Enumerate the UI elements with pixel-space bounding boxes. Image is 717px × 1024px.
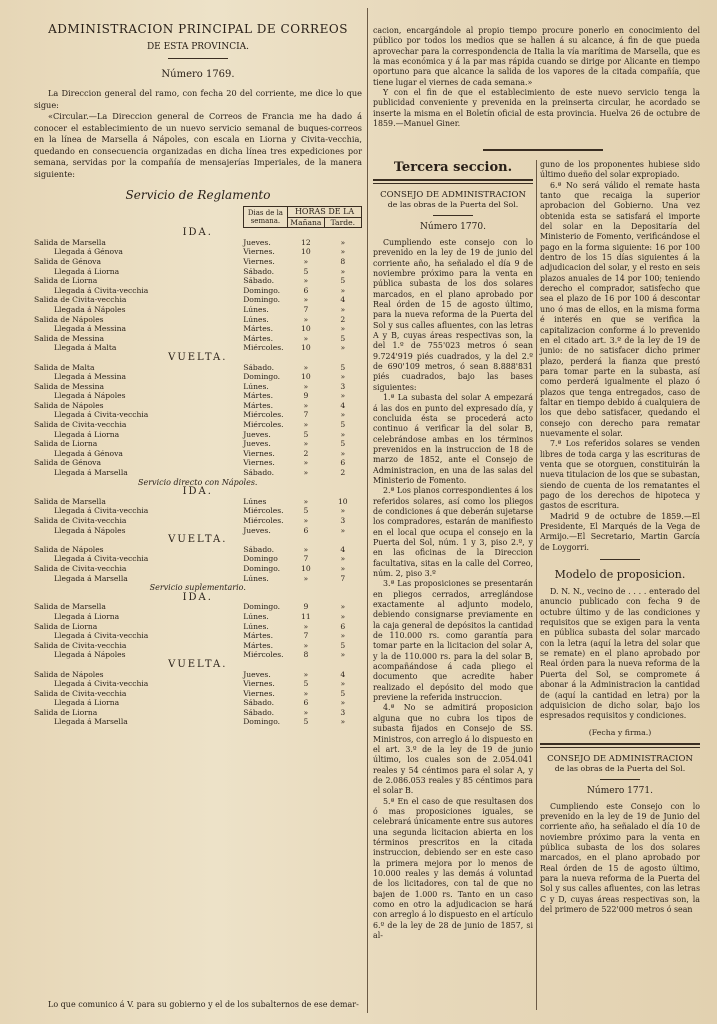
table-row <box>34 430 362 440</box>
notice-number: Número 1769. <box>161 69 235 80</box>
schedule-day: Lúnes. <box>243 304 269 314</box>
schedule-day: Domingo. <box>243 372 281 382</box>
schedule-afternoon-hour: » <box>340 602 346 612</box>
schedule-afternoon-hour: 2 <box>340 314 346 324</box>
schedule-afternoon-hour: » <box>340 506 346 516</box>
table-row <box>34 564 362 574</box>
middle-column <box>373 160 533 941</box>
schedule-day: Viernes. <box>243 256 275 266</box>
modelo-paragraph: D. N. N., vecino de . . . . enterado del anuncio publicado con fecha 9 de octubre último y de las condiciones y requisitos que se exigen para la venta en pública subasta del solar marcado con la letra (aquí la letra del solar que se remate) en el plano aprobado por Real órden para la nueva reforma de la Puerta del Sol, se compromete á abonar á la Administracion la cantidad de (aquí la cantidad en letra) por la adquisicion de dicho solar, bajo los espresados requisitos y condiciones. <box>540 587 700 721</box>
schedule-morning-hour: 5 <box>303 506 309 516</box>
table-row <box>34 334 362 344</box>
schedule-port: Salida de Génova <box>34 256 101 266</box>
schedule-morning-hour: » <box>303 669 309 679</box>
schedule-day: Miércoles. <box>243 420 284 430</box>
schedule-morning-hour: » <box>303 295 309 305</box>
intro-paragraph: La Direccion general del ramo, con fecha 20 del corriente, me dice lo que sigue: <box>34 88 362 110</box>
schedule-port: Salida de Liorna <box>34 276 98 286</box>
schedule-morning-hour: 11 <box>301 611 311 621</box>
schedule-day: Jueves. <box>243 669 271 679</box>
schedule-morning-hour: » <box>303 468 309 478</box>
closing-line: Lo que comunico á V. para su gobierno y el de los subalternos de ese demar- <box>48 1000 359 1009</box>
schedule-port: Llegada á Civita-vecchia <box>54 554 149 564</box>
schedule-morning-hour: » <box>303 573 309 583</box>
table-row <box>34 382 362 392</box>
schedule-day: Domingo. <box>243 563 281 573</box>
schedule-port: Llegada á Civita-vecchia <box>54 285 149 295</box>
table-row <box>34 247 362 257</box>
header-subtitle: DE ESTA PROVINCIA. <box>146 42 250 52</box>
schedule-morning-hour: 7 <box>303 631 309 641</box>
schedule-morning-hour: » <box>303 256 309 266</box>
schedule-morning-hour: » <box>303 516 309 525</box>
schedule-afternoon-hour: » <box>340 391 346 401</box>
schedule-morning-hour: » <box>303 496 309 506</box>
table-row <box>34 315 362 325</box>
schedule-day: Mártes. <box>243 631 273 641</box>
schedule-morning-hour: » <box>303 621 309 631</box>
schedule-afternoon-hour: 6 <box>340 621 346 631</box>
table-row <box>34 449 362 459</box>
schedule-day: Domingo. <box>243 602 281 612</box>
schedule-col-morning: Mañana <box>288 217 324 228</box>
double-rule <box>540 743 700 748</box>
schedule-afternoon-hour: » <box>340 266 346 276</box>
body-paragraph: 7.ª Los referidos solares se venden libres de toda carga y las escrituras de venta que se otorguen, constituirán la nueva titulacion de los que se subastan, siendo de cuenta de los rematantes el pago de los derechos de hipoteca y gastos de escritura. <box>540 439 700 511</box>
header-title: ADMINISTRACION PRINCIPAL DE CORREOS <box>48 22 348 36</box>
schedule-port: Salida de Liorna <box>34 439 98 449</box>
schedule-day: Lúnes <box>243 496 267 506</box>
schedule-morning-hour: » <box>303 420 309 430</box>
table-row <box>34 545 362 555</box>
schedule-port: Llegada á Liorna <box>54 429 120 439</box>
schedule-morning-hour: 5 <box>303 717 309 727</box>
top-right-block <box>373 26 700 153</box>
schedule-afternoon-hour: 7 <box>340 573 346 583</box>
schedule-morning-hour: 9 <box>303 391 309 401</box>
table-row <box>34 257 362 267</box>
schedule-afternoon-hour: 5 <box>340 362 346 372</box>
schedule-port: Llegada á Messina <box>54 372 127 382</box>
schedule-port: Llegada á Marsella <box>54 717 128 727</box>
table-row <box>34 698 362 708</box>
schedule-port: Salida de Marsella <box>34 602 106 612</box>
modelo-heading: Modelo de proposicion. <box>554 568 686 582</box>
schedule-afternoon-hour: » <box>340 285 346 295</box>
schedule-port: Llegada á Liorna <box>54 698 120 708</box>
schedule-afternoon-hour: » <box>340 525 346 535</box>
schedule-morning-hour: » <box>303 314 309 324</box>
schedule-subheading-row <box>34 535 362 545</box>
schedule-port: Llegada á Messina <box>54 324 127 334</box>
table-row <box>34 468 362 478</box>
schedule-afternoon-hour: » <box>340 343 346 353</box>
schedule-day: Jueves. <box>243 525 271 535</box>
schedule-day: Jueves. <box>243 429 271 439</box>
schedule-subheading: VUELTA. <box>168 534 228 546</box>
schedule-morning-hour: 6 <box>303 285 309 295</box>
body-paragraph: 2.ª Los planos correspondientes á los referidos solares, así como los pliegos de condiciones á que deberán sujetarse los compradores, estarán de manifiesto en el local que ocupa el consejo en la Puerta del Sol, núm. 1 y 3, piso 2.º, y en las oficinas de la Direccion facultativa, sitas en la calle del Correo, núm. 2, piso 3.º <box>373 486 533 578</box>
schedule-day: Viernes. <box>243 448 275 458</box>
schedule-port: Llegada á Malta <box>54 343 117 353</box>
schedule-afternoon-hour: » <box>340 679 346 689</box>
consejo-subheading: de las obras de la Puerta del Sol. <box>554 763 686 773</box>
schedule-port: Salida de Civita-vecchia <box>34 688 127 698</box>
schedule-port: Salida de Malta <box>34 362 95 372</box>
schedule-day: Miércoles. <box>243 650 284 660</box>
schedule-port: Llegada á Génova <box>54 448 123 458</box>
schedule-day: Domingo <box>243 554 278 564</box>
continuation-paragraph: cacion, encargándole al propio tiempo procure ponerlo en conocimiento del público por todos los medios que se hallen á su alcance, á fin de que pueda aprovechar para la correspondencia de Italia la vía marítima de Marsella, que es la mas económica y á la par mas rápida cuando se dirige por Alicante en tiempo oportuno para que alcance la salida de los vapores de la citada compañía, que tiene lugar el viernes de cada semana.» <box>373 26 700 87</box>
schedule-day: Mártes. <box>243 324 273 334</box>
schedule-morning-hour: 7 <box>303 304 309 314</box>
schedule-port: Salida de Liorna <box>34 707 98 717</box>
schedule-afternoon-hour: 4 <box>340 544 346 554</box>
schedule-subheading: IDA. <box>182 227 213 239</box>
schedule-day: Viernes. <box>243 688 275 698</box>
schedule-afternoon-hour: » <box>340 554 346 564</box>
short-rule <box>168 58 228 59</box>
schedule-morning-hour: » <box>303 276 309 286</box>
schedule-morning-hour: 10 <box>301 563 311 573</box>
table-row <box>34 267 362 277</box>
schedule-day: Lúnes. <box>243 314 269 324</box>
schedule-day: Domingo. <box>243 285 281 295</box>
schedule-port: Salida de Civita-vecchia <box>34 640 127 650</box>
schedule-morning-hour: 5 <box>303 266 309 276</box>
schedule-morning-hour: » <box>303 688 309 698</box>
schedule-day: Miércoles. <box>243 516 284 525</box>
table-row <box>34 238 362 248</box>
schedule-afternoon-hour: 4 <box>340 295 346 305</box>
schedule-morning-hour: 8 <box>303 650 309 660</box>
table-row <box>34 391 362 401</box>
schedule-afternoon-hour: 5 <box>340 640 346 650</box>
schedule-afternoon-hour: » <box>340 448 346 458</box>
consejo-heading: CONSEJO DE ADMINISTRACION <box>380 190 526 200</box>
schedule-afternoon-hour: » <box>340 372 346 382</box>
schedule-morning-hour: » <box>303 544 309 554</box>
right-column <box>540 160 700 915</box>
schedule-afternoon-hour: » <box>340 429 346 439</box>
section-heading: Tercera seccion. <box>393 160 513 175</box>
schedule-morning-hour: 7 <box>303 410 309 420</box>
schedule-day: Viernes. <box>243 247 275 257</box>
schedule-port: Salida de Civita-vecchia <box>34 516 127 525</box>
schedule-port: Llegada á Marsella <box>54 573 128 583</box>
schedule-afternoon-hour: 3 <box>340 707 346 717</box>
intro-paragraph: «Circular.—La Direccion general de Correos de Francia me ha dado á conocer el establecimiento de un nuevo servicio semanal de buques-correos en la línea de Marsella á Nápoles, con escala en Liorna y Civita-vecchia, quedando en consecuencia organizadas en dicha línea tres expediciones por semana, servidas por la compañía de mensajerías Imperiales, de la manera siguiente: <box>34 111 362 179</box>
schedule-subheading-row <box>34 487 362 497</box>
schedule-day: Lúnes. <box>243 381 269 391</box>
schedule-port: Salida de Nápoles <box>34 669 104 679</box>
schedule-morning-hour: 2 <box>303 448 309 458</box>
schedule-day: Sábado. <box>243 468 275 478</box>
schedule-port: Llegada á Civita-vecchia <box>54 679 149 689</box>
schedule-day: Jueves. <box>243 439 271 449</box>
schedule-afternoon-hour: 5 <box>340 276 346 286</box>
body-paragraph: 6.ª No será válido el remate hasta tanto que recaiga la superior aprobacion del Gobierno. Una vez obtenida esta se satisfará el importe del solar en la Depositaría del Ministerio de Fomento, verificándose el pago en la forma siguiente: 16 por 100 dentro de los 15 días siguientes á la adjudicacion del solar, y el resto en seis plazos anuales de 14 por 100; teniendo derecho el comprador, satisfecho que sea el plazo de 16 por 100 á descontar uno ó mas de ellos, en la misma forma é interés en que se verifica la capitalizacion conforme á lo prevenido en el citado art. 3.º de la ley de 19 de junio: de no satisfacer dicho primer plazo, perderá la fianza que prestó para tomar parte en la subasta, así como perderá igualmente el plazo ó plazos que tenga entregados, caso de faltar en tiempo debido á cualquiera de los que debo satisfacer, quedando el consejo con derecho para rematar nuevamente el solar. <box>540 180 700 438</box>
table-row <box>34 286 362 296</box>
schedule-port: Llegada á Nápoles <box>54 525 126 535</box>
schedule-afternoon-hour: » <box>340 410 346 420</box>
schedule-day: Mártes. <box>243 400 273 410</box>
table-row <box>34 689 362 699</box>
schedule-subheading: Servicio suplementario. <box>149 583 246 593</box>
schedule-morning-hour: 6 <box>303 525 309 535</box>
body-paragraph: guno de los proponentes hubiese sido último dueño del solar expropiado. <box>540 160 700 180</box>
schedule-day: Domingo. <box>243 717 281 727</box>
schedule-morning-hour: » <box>303 362 309 372</box>
schedule-day: Mártes. <box>243 333 273 343</box>
body-paragraph: 1.ª La subasta del solar A empezará á las dos en punto del expresado día, y concluida ésta se procederá acto continuo á verificar la del solar B, celebrándose ambas en los términos prevenidos en la instruccion de 18 de marzo de 1852, ante el Consejo de Administracion, en una de las salas del Ministerio de Fomento. <box>373 393 533 485</box>
schedule-port: Salida de Nápoles <box>34 314 104 324</box>
schedule-afternoon-hour: » <box>340 304 346 314</box>
schedule-col-afternoon: Tarde. <box>324 217 361 228</box>
schedule-afternoon-hour: » <box>340 650 346 660</box>
schedule-morning-hour: 10 <box>301 247 311 257</box>
schedule-afternoon-hour: » <box>340 237 346 247</box>
table-row <box>34 554 362 564</box>
schedule-subheading-row <box>34 353 362 363</box>
schedule-subheading-row <box>34 228 362 238</box>
schedule-port: Llegada á Nápoles <box>54 650 126 660</box>
schedule-afternoon-hour: » <box>340 717 346 727</box>
schedule-morning-hour: » <box>303 400 309 410</box>
schedule-day: Sábado. <box>243 276 275 286</box>
schedule-afternoon-hour: 3 <box>340 516 346 525</box>
schedule-afternoon-hour: 4 <box>340 669 346 679</box>
schedule-morning-hour: 10 <box>301 343 311 353</box>
consejo-heading: CONSEJO DE ADMINISTRACION <box>547 753 693 764</box>
firma-line: (Fecha y firma.) <box>588 727 652 737</box>
table-row <box>34 363 362 373</box>
schedule-port: Llegada á Marsella <box>54 468 128 478</box>
schedule-day: Domingo. <box>243 295 281 305</box>
table-row <box>34 622 362 632</box>
schedule-morning-hour: » <box>303 333 309 343</box>
continuation-paragraph: Y con el fin de que el establecimiento de este nuevo servicio tenga la publicidad conveniente y prevenida en la preinserta circular, he acordado se inserte la misma en el Boletín oficial de esta provincia. Huelva 26 de octubre de 1859.—Manuel Giner. <box>373 88 700 129</box>
schedule-col-hours: HORAS DE LA <box>288 207 362 218</box>
table-row <box>34 410 362 420</box>
schedule-subheading-row <box>34 660 362 670</box>
schedule-port: Llegada á Génova <box>54 247 123 257</box>
schedule-morning-hour: 5 <box>303 429 309 439</box>
table-row <box>34 420 362 430</box>
schedule-afternoon-hour: » <box>340 324 346 334</box>
schedule-day: Viernes. <box>243 458 275 468</box>
schedule-morning-hour: 9 <box>303 602 309 612</box>
table-row <box>34 708 362 718</box>
schedule-subheading: VUELTA. <box>168 351 228 363</box>
table-row <box>34 324 362 334</box>
schedule-subheading-row <box>34 593 362 603</box>
schedule-port: Salida de Messina <box>34 333 105 343</box>
schedule-day: Sábado. <box>243 698 275 708</box>
schedule-day: Sábado. <box>243 266 275 276</box>
table-row <box>34 641 362 651</box>
schedule-col-days: Dias de la semana. <box>243 207 287 228</box>
table-row <box>34 717 362 727</box>
schedule-day: Mártes. <box>243 391 273 401</box>
schedule-port: Salida de Civita-vecchia <box>34 295 127 305</box>
notice-number: Número 1771. <box>587 785 653 796</box>
schedule-port: Llegada á Nápoles <box>54 304 126 314</box>
divider-rule <box>483 149 603 153</box>
column-rule <box>367 8 368 1013</box>
schedule-afternoon-hour: » <box>340 563 346 573</box>
schedule-afternoon-hour: 10 <box>337 496 348 506</box>
body-paragraph: 5.ª En el caso de que resultasen dos ó mas proposiciones iguales, se celebrará únicamente entre sus autores una segunda licitacion abierta en los términos prescritos en la citada instruccion, debiendo ser en este caso la primera mejora por lo menos de 10.000 reales y las demás á voluntad de los licitadores, con tal de que no bajen de 1.000 rs. Tanto en un caso como en otro la adjudicacion se hará con arreglo á lo dispuesto en el artículo 6.º de la ley de 28 de junio de 1857, si al- <box>373 796 533 941</box>
table-row <box>34 516 362 526</box>
table-row <box>34 295 362 305</box>
schedule-port: Llegada á Liorna <box>54 611 120 621</box>
signature-paragraph: Madrid 9 de octubre de 1859.—El Presidente, El Marqués de la Vega de Armijo.—El Secretario, Martin García de Loygorri. <box>540 511 700 552</box>
table-row <box>34 574 362 584</box>
table-row <box>34 602 362 612</box>
schedule-port: Llegada á Civita-vecchia <box>54 506 149 516</box>
schedule-day: Lúnes. <box>243 573 269 583</box>
table-row <box>34 612 362 622</box>
schedule-afternoon-hour: 5 <box>340 439 346 449</box>
schedule-day: Miércoles. <box>243 506 284 516</box>
body-paragraph: Cumpliendo este Consejo con lo prevenido en la ley de 19 de Junio del corriente año, ha señalado el día 10 de noviembre próximo para la venta en pública subasta de los dos solares marcados, en el plano aprobado por Real órden de 15 de agosto último, para la nueva reforma de la Puerta del Sol y sus calles afluentes, con las letras C y D, cuyas áreas respectivas son, la del primero de 522'000 metros ó sean <box>540 801 700 914</box>
notice-number: Número 1770. <box>420 222 486 232</box>
table-row <box>34 276 362 286</box>
schedule-port: Llegada á Nápoles <box>54 391 126 401</box>
schedule-afternoon-hour: 2 <box>340 468 346 478</box>
schedule-port: Salida de Nápoles <box>34 544 104 554</box>
schedule-col-name <box>34 207 243 228</box>
schedule-afternoon-hour: 5 <box>340 420 346 430</box>
table-row <box>34 439 362 449</box>
table-row <box>34 631 362 641</box>
schedule-afternoon-hour: 6 <box>340 458 346 468</box>
schedule-port: Llegada á Civita-vecchia <box>54 631 149 641</box>
schedule-day: Viernes. <box>243 679 275 689</box>
schedule-afternoon-hour: 8 <box>340 256 346 266</box>
short-rule <box>433 215 473 216</box>
schedule-morning-hour: » <box>303 707 309 717</box>
table-row <box>34 497 362 507</box>
schedule-afternoon-hour: 5 <box>340 688 346 698</box>
section-title: Servicio de Reglamento <box>125 188 271 202</box>
schedule-morning-hour: 7 <box>303 554 309 564</box>
table-row <box>34 305 362 315</box>
schedule-morning-hour: 6 <box>303 698 309 708</box>
schedule-morning-hour: 5 <box>303 679 309 689</box>
short-rule <box>600 559 640 560</box>
schedule-afternoon-hour: 5 <box>340 333 346 343</box>
schedule-morning-hour: 12 <box>301 237 311 247</box>
schedule-day: Lúnes. <box>243 621 269 631</box>
double-rule <box>373 179 533 184</box>
schedule-morning-hour: » <box>303 381 309 391</box>
body-paragraph: 3.ª Las proposiciones se presentarán en pliegos cerrados, arreglándose exactamente al adjunto modelo, debiendo consignarse previamente en la caja general de depósitos la cantidad de 110.000 rs. como garantía para tomar parte en la licitacion del solar A, y la de 110.000 rs. para la del solar B, acompañándose á cada pliego el documento que acredite haber realizado el depósito del modo que previene la referida instruccion. <box>373 579 533 703</box>
schedule-port: Salida de Civita-vecchia <box>34 420 127 430</box>
schedule-afternoon-hour: 4 <box>340 400 346 410</box>
schedule-afternoon-hour: » <box>340 698 346 708</box>
schedule-day: Jueves. <box>243 237 271 247</box>
column-rule <box>536 160 537 1010</box>
table-row <box>34 401 362 411</box>
schedule-morning-hour: 10 <box>301 324 311 334</box>
table-row <box>34 458 362 468</box>
schedule-subheading: VUELTA. <box>168 658 228 670</box>
schedule-day: Mártes. <box>243 640 273 650</box>
table-row <box>34 372 362 382</box>
schedule-morning-hour: » <box>303 640 309 650</box>
body-paragraph: 4.ª No se admitirá proposicion alguna que no cubra los tipos de subasta fijados en Consejo de SS. Ministros, con arreglo á lo dispuesto en el art. 3.º de la ley de 19 de junio último, los cuales son de 2.054.041 reales y 54 céntimos para el solar A, y de 2.086.053 reales y 85 céntimos para el solar B. <box>373 703 533 796</box>
body-paragraph: Cumpliendo este consejo con lo prevenido en la ley de 19 de junio del corriente año, ha señalado el día 9 de noviembre próximo para la venta en pública subasta de los dos solares marcados, en el plano aprobado por Real órden de 15 de agosto último, para la nueva reforma de la Puerta del Sol y sus calles afluentes, con las letras A y B, cuyas áreas respectivas son, la del 1.º de 755'023 metros ó sean 9.724'919 piés cuadrados, y la del 2.º de 690'109 metros, ó sean 8.888'831 piés cuadrados, bajo las bases siguientes: <box>373 238 533 392</box>
schedule-morning-hour: 10 <box>301 372 311 382</box>
consejo-subheading: de las obras de la Puerta del Sol. <box>387 200 519 209</box>
schedule-afternoon-hour: » <box>340 631 346 641</box>
schedule-day: Sábado. <box>243 544 275 554</box>
schedule-table <box>34 206 362 727</box>
table-row <box>34 506 362 516</box>
table-row <box>34 679 362 689</box>
schedule-port: Salida de Civita-vecchia <box>34 563 127 573</box>
schedule-day: Sábado. <box>243 707 275 717</box>
schedule-port: Salida de Messina <box>34 381 105 391</box>
schedule-port: Salida de Nápoles <box>34 400 104 410</box>
schedule-port: Salida de Liorna <box>34 621 98 631</box>
schedule-port: Salida de Génova <box>34 458 101 468</box>
schedule-day: Sábado. <box>243 362 275 372</box>
schedule-port: Llegada á Liorna <box>54 266 120 276</box>
schedule-day: Miércoles. <box>243 343 284 353</box>
schedule-subheading: IDA. <box>182 591 213 603</box>
schedule-port: Salida de Marsella <box>34 237 106 247</box>
schedule-morning-hour: » <box>303 458 309 468</box>
schedule-afternoon-hour: » <box>340 611 346 621</box>
schedule-port: Salida de Marsella <box>34 496 106 506</box>
schedule-day: Lúnes. <box>243 611 269 621</box>
short-rule <box>600 779 640 780</box>
table-row <box>34 670 362 680</box>
schedule-subheading: Servicio directo con Nápoles. <box>138 477 258 487</box>
schedule-subheading: IDA. <box>182 486 213 498</box>
schedule-day: Miércoles. <box>243 410 284 420</box>
schedule-morning-hour: » <box>303 439 309 449</box>
schedule-afternoon-hour: » <box>340 247 346 257</box>
schedule-port: Llegada á Civita-vecchia <box>54 410 149 420</box>
left-column <box>34 8 362 727</box>
schedule-afternoon-hour: 3 <box>340 381 346 391</box>
